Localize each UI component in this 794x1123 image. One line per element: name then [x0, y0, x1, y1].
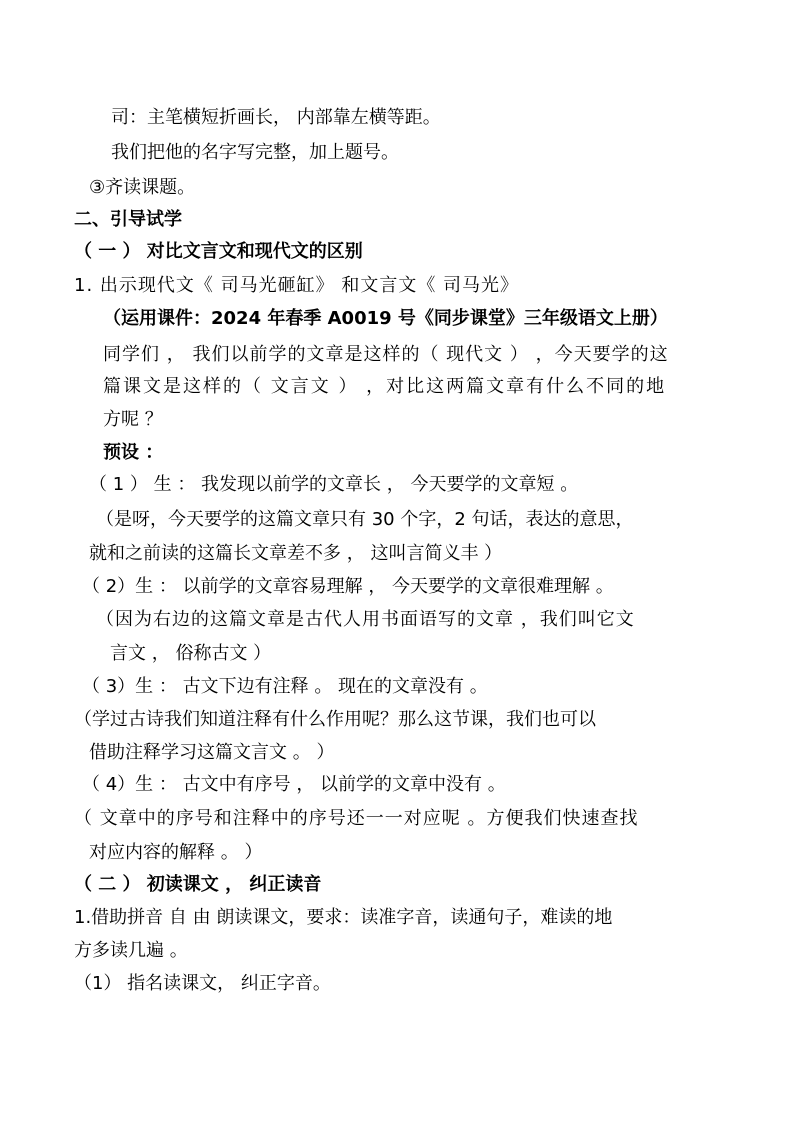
text-line: 对应内容的解释 。 ）	[89, 842, 263, 863]
text-line: 方呢 ？	[103, 409, 163, 430]
subsection-heading: （ 一 ） 对比文言文和现代文的区别	[74, 241, 363, 262]
text-line: （ 文章中的序号和注释中的序号还一一对应呢 。方便我们快速查找	[74, 808, 639, 829]
text-line: （学过古诗我们知道注释有什么作用呢？那么这节课，我们也可以	[74, 709, 596, 730]
text-line: 就和之前读的这篇长文章差不多 ， 这叫言简义丰 ）	[89, 543, 503, 564]
text-line: 篇课文是这样的（ 文言文 ） ，对比这两篇文章有什么不同的地	[103, 376, 667, 397]
courseware-note: （运用课件：2024 年春季 A0019 号《同步课堂》三年级语文上册）	[103, 308, 668, 329]
subsection-heading: （ 二 ） 初读课文 ， 纠正读音	[74, 874, 322, 895]
text-line: （ 2）生 ： 以前学的文章容易理解 ， 今天要学的文章很难理解 。	[82, 576, 614, 597]
text-line: （1） 指名读课文， 纠正字音。	[74, 973, 331, 994]
text-line: （ 4）生 ： 古文中有序号 ， 以前学的文章中没有 。	[82, 774, 506, 795]
text-line: 1. 出示现代文《 司马光砸缸》 和文言文《 司马光》	[74, 275, 520, 296]
text-line: 借助注释学习这篇文言文 。 ）	[89, 742, 335, 763]
text-line: 司：主笔横短折画长， 内部靠左横等距。	[111, 107, 441, 128]
text-line: （因为右边的这篇文章是古代人用书面语写的文章 ，我们叫它文	[96, 609, 635, 630]
section-heading: 二、引导试学	[74, 209, 182, 230]
preset-label: 预设 ：	[103, 442, 164, 463]
text-line: 我们把他的名字写完整，加上题号。	[111, 142, 399, 163]
text-line: 言文 ， 俗称古文 ）	[110, 643, 272, 664]
text-line: 1.借助拼音 自 由 朗读课文，要求：读准字音，读通句子，难读的地	[74, 907, 613, 928]
text-line: 同学们 ， 我们以前学的文章是这样的（ 现代文 ） ，今天要学的这	[103, 344, 669, 365]
text-line: ③齐读课题。	[89, 177, 196, 198]
text-line: （是呀，今天要学的这篇文章只有 30 个字，2 句话，表达的意思，	[96, 509, 634, 530]
text-line: （ 3）生 ： 古文下边有注释 。 现在的文章没有 。	[82, 676, 488, 697]
text-line: 方多读几遍 。	[74, 940, 188, 961]
text-line: （ 1 ） 生 ： 我发现以前学的文章长 ， 今天要学的文章短 。	[89, 474, 579, 495]
